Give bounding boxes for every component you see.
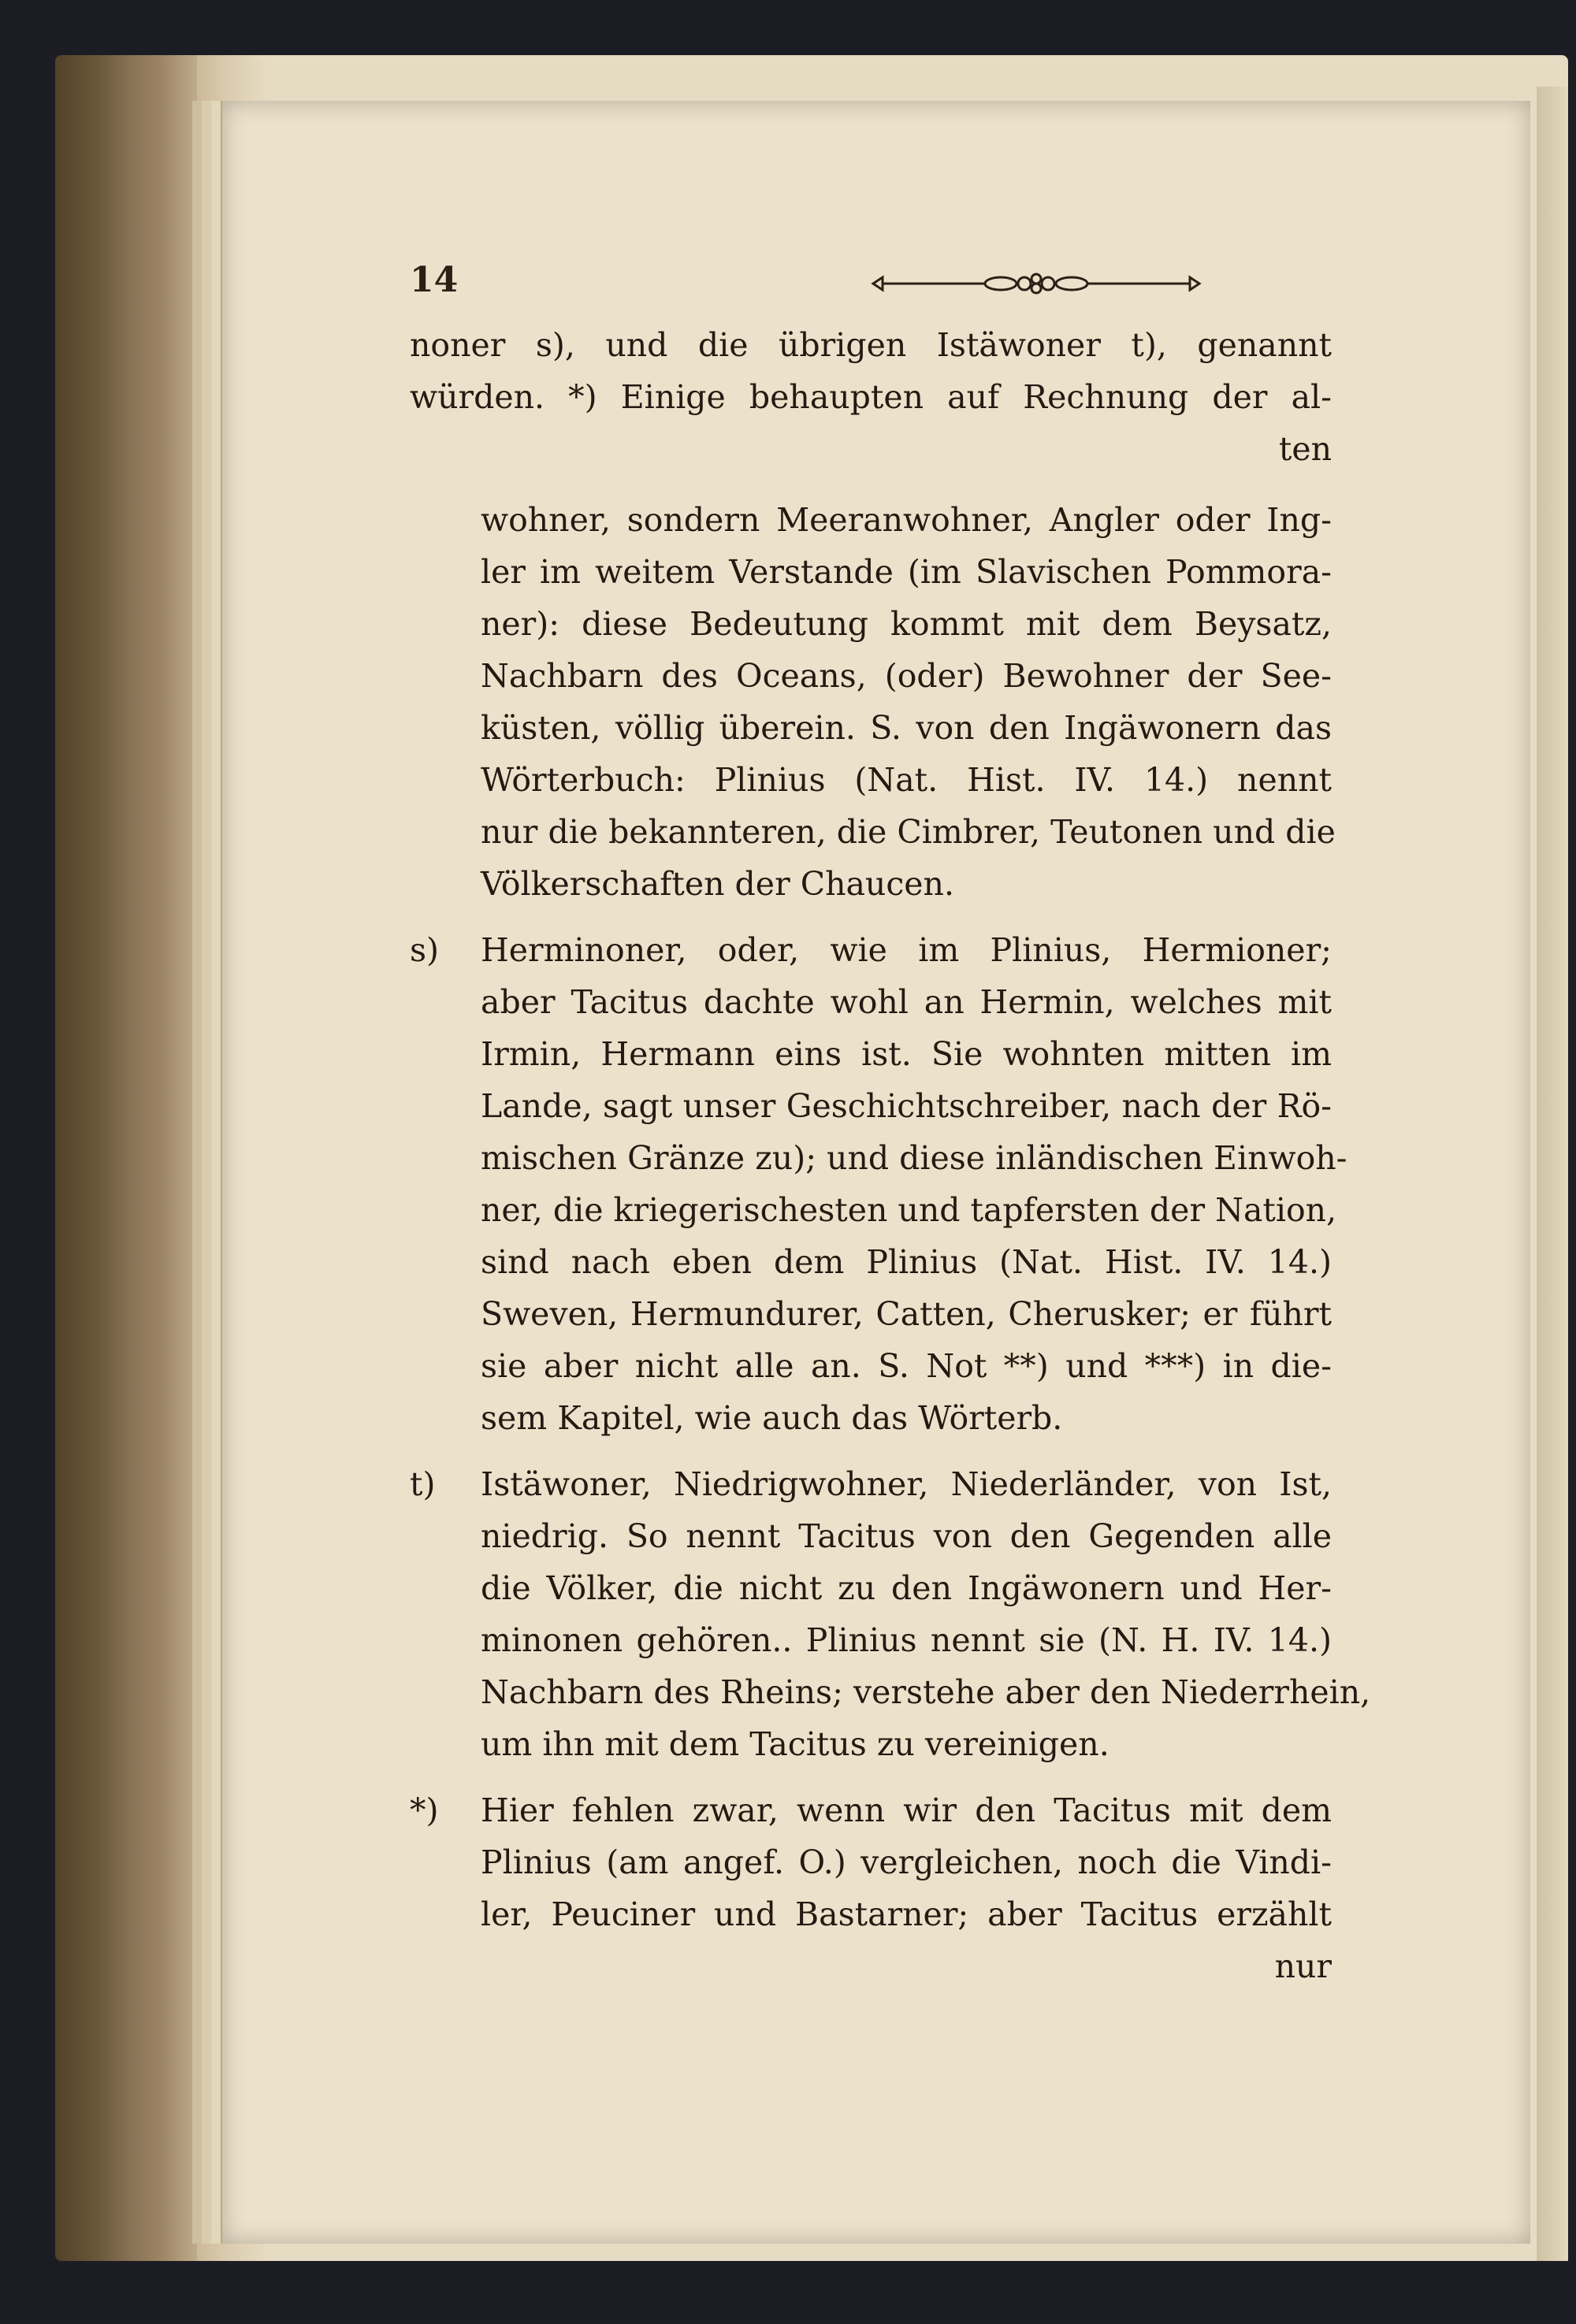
text-line: Hier fehlen zwar, wenn wir den Tacitus mit dem	[481, 1791, 1332, 1829]
text-line: noner s), und die übrigen Istäwoner t), genannt	[410, 326, 1332, 364]
text-line: Plinius (am angef. O.) vergleichen, noch die Vindi-	[481, 1843, 1332, 1881]
footnote-continuation	[410, 494, 1336, 910]
text-line: ler, Peuciner und Bastarner; aber Tacitus erzählt	[481, 1895, 1332, 1933]
footnote-marker: t)	[410, 1465, 436, 1503]
text-line: mischen Gränze zu); und diese inländischen Einwoh-	[481, 1139, 1347, 1177]
text-line: Nachbarn des Oceans, (oder) Bewohner der See-	[481, 657, 1332, 695]
text-line: sie aber nicht alle an. S. Not **) und ***) in die-	[481, 1347, 1332, 1385]
footnote-marker: s)	[410, 931, 440, 969]
page-header	[410, 260, 1332, 307]
text-line: Herminoner, oder, wie im Plinius, Hermioner;	[481, 931, 1332, 969]
footnote-s	[410, 924, 1347, 1444]
text-line: sind nach eben dem Plinius (Nat. Hist. IV. 14.)	[481, 1243, 1332, 1281]
catchword: nur	[1274, 1947, 1332, 1985]
book-edge	[55, 55, 197, 2261]
text-line: Lande, sagt unser Geschichtschreiber, nach der Rö-	[481, 1087, 1332, 1125]
text-line: küsten, völlig überein. S. von den Ingäwonern das	[481, 709, 1332, 747]
page-text	[410, 319, 1371, 1992]
facing-page-edge	[1537, 87, 1568, 2261]
main-text	[410, 319, 1332, 475]
text-line: wohner, sondern Meeranwohner, Angler oder Ing-	[481, 501, 1332, 539]
text-line: um ihn mit dem Tacitus zu vereinigen.	[481, 1725, 1110, 1763]
ornament-divider-icon	[867, 269, 1206, 298]
text-line: Irmin, Hermann eins ist. Sie wohnten mitten im	[481, 1035, 1332, 1073]
footnote-star	[410, 1784, 1332, 1992]
text-line: sem Kapitel, wie auch das Wörterb.	[481, 1399, 1063, 1437]
text-line: Völkerschaften der Chaucen.	[481, 865, 954, 903]
text-line: Nachbarn des Rheins; verstehe aber den Niederrhein,	[481, 1673, 1371, 1711]
footnote-marker: *)	[410, 1791, 439, 1829]
text-line: ler im weitem Verstande (im Slavischen Pommora-	[481, 553, 1332, 591]
text-line: würden. *) Einige behaupten auf Rechnung der al-	[410, 378, 1332, 416]
catchword: ten	[1278, 430, 1332, 468]
text-line: Sweven, Hermundurer, Catten, Cherusker; er führt	[481, 1295, 1332, 1333]
text-line: Istäwoner, Niedrigwohner, Niederländer, von Ist,	[481, 1465, 1332, 1503]
text-line: niedrig. So nennt Tacitus von den Gegenden alle	[481, 1517, 1332, 1555]
text-line: Wörterbuch: Plinius (Nat. Hist. IV. 14.) nennt	[481, 761, 1332, 799]
text-line: minonen gehören.. Plinius nennt sie (N. H. IV. 14.)	[481, 1621, 1332, 1659]
text-line: aber Tacitus dachte wohl an Hermin, welches mit	[481, 983, 1332, 1021]
footnote-t	[410, 1458, 1371, 1770]
text-line: ner): diese Bedeutung kommt mit dem Beysatz,	[481, 605, 1332, 643]
text-line: ner, die kriegerischesten und tapfersten der Nation,	[481, 1191, 1337, 1229]
text-line: die Völker, die nicht zu den Ingäwonern und Her-	[481, 1569, 1332, 1607]
text-line: nur die bekannteren, die Cimbrer, Teutonen und die	[481, 813, 1336, 851]
page-number: 14	[410, 260, 459, 300]
